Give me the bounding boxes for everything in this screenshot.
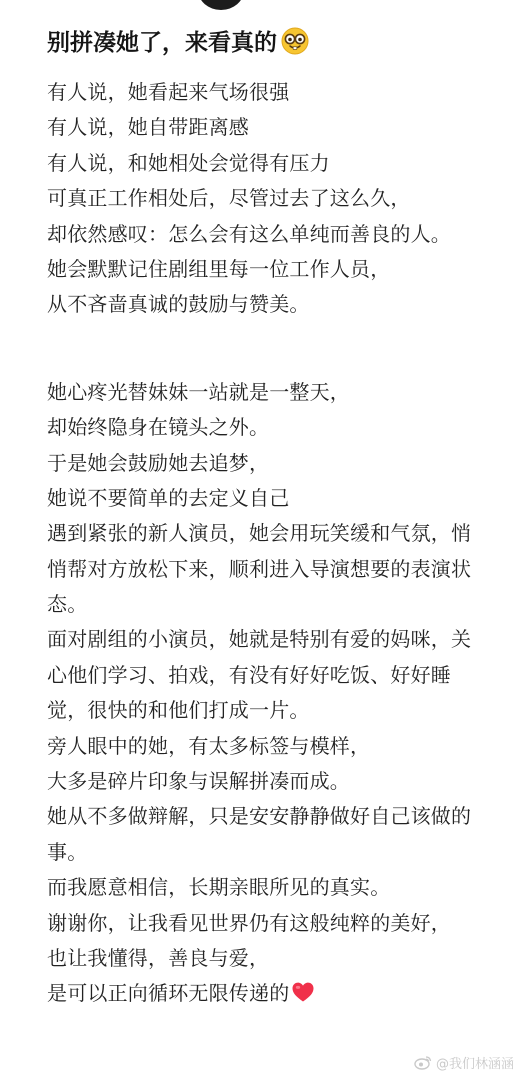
red-heart-icon [291, 981, 315, 1003]
text-line: 却始终隐身在镜头之外。 [47, 415, 270, 440]
text-line: 而我愿意相信，长期亲眼所见的真实。 [47, 875, 391, 900]
text-line: 遇到紧张的新人演员，她会用玩笑缓和气氛，悄 [47, 521, 472, 546]
text-line: 她心疼光替妹妹一站就是一整天， [47, 379, 350, 404]
post-body [47, 22, 527, 1012]
weibo-logo-icon [414, 1055, 432, 1070]
text-line: 事。 [47, 839, 88, 864]
text-line: 觉，很快的和他们打成一片。 [47, 698, 310, 723]
text-line: 她会默默记住剧组里每一位工作人员， [47, 256, 391, 281]
text-line: 可真正工作相处后，尽管过去了这么久， [47, 186, 411, 211]
text-line: 态。 [47, 592, 88, 617]
watermark-text: @我们林涵涵 [435, 1057, 514, 1072]
closing-line-row [47, 976, 527, 1011]
text-line: 大多是碎片印象与误解拼凑而成。 [47, 769, 350, 794]
text-line: 却依然感叹：怎么会有这么单纯而善良的人。 [47, 221, 451, 246]
post-title: 别拼凑她了，来看真的 [47, 30, 277, 56]
text-line: 面对剧组的小演员，她就是特别有爱的妈咪，关 [47, 627, 472, 652]
text-line: 旁人眼中的她，有太多标签与模样， [47, 733, 371, 758]
text-line: 她说不要简单的去定义自己 [47, 485, 290, 510]
watermark [414, 1053, 514, 1072]
paragraph-1 [47, 75, 527, 323]
text-line: 有人说，她看起来气场很强 [47, 80, 290, 104]
text-line: 心他们学习、拍戏，有没有好好吃饭、好好睡 [47, 662, 451, 687]
paragraph-spacer [47, 323, 527, 375]
text-line: 也让我懂得，善良与爱， [47, 945, 270, 970]
text-line: 于是她会鼓励她去追梦， [47, 450, 270, 475]
nerd-face-emoji-icon [281, 27, 309, 55]
text-line: 有人说，她自带距离感 [47, 115, 249, 140]
text-line: 她从不多做辩解，只是安安静静做好自己该做的 [47, 804, 472, 829]
text-line: 悄帮对方放松下来，顺利进入导演想要的表演状 [47, 556, 472, 581]
text-line: 从不吝啬真诚的鼓励与赞美。 [47, 292, 310, 317]
text-line: 谢谢你，让我看见世界仍有这般纯粹的美好， [47, 910, 451, 935]
text-line: 有人说，和她相处会觉得有压力 [47, 150, 330, 175]
post-title-row [47, 22, 527, 64]
closing-line: 是可以正向循环无限传递的 [47, 981, 290, 1006]
paragraph-2 [47, 375, 527, 1012]
author-avatar[interactable] [198, 0, 244, 10]
